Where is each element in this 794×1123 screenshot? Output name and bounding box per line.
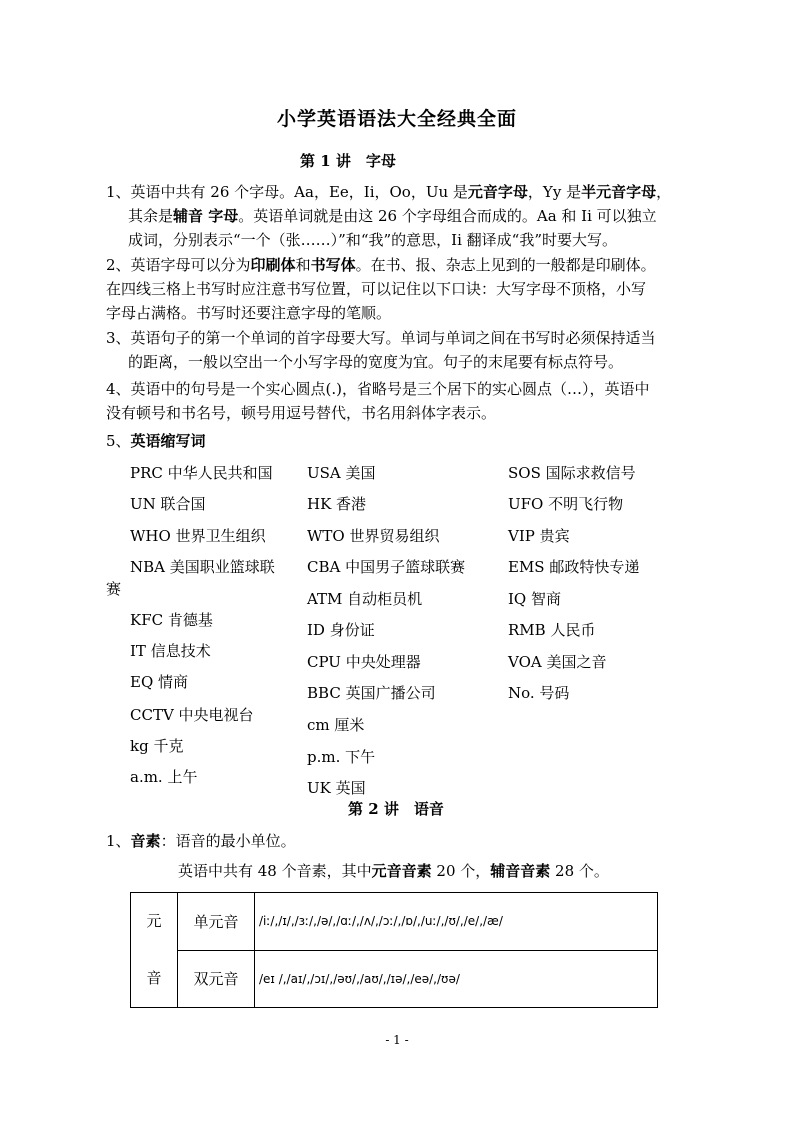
category-bottom: 音: [146, 969, 162, 987]
abbr-item: No. 号码: [508, 684, 570, 702]
abbr-item: UN 联合国: [130, 495, 206, 513]
abbr-item: CPU 中央处理器: [307, 653, 421, 671]
text: 20 个，: [431, 862, 491, 880]
abbr-item: BBC 英国广播公司: [307, 684, 436, 702]
paragraph-1-line-1: [106, 180, 686, 204]
table-row: [131, 950, 658, 1008]
abbr-item: USA 美国: [307, 464, 376, 482]
abbr-item: ATM 自动柜员机: [307, 590, 423, 608]
abbr-item: VIP 贵宾: [508, 527, 570, 545]
paragraph-2-line-2: 在四线三格上书写时应注意书写位置，可以记住以下口诀：大写字母不顶格，小写: [106, 280, 647, 298]
bold-term: 辅音音素: [490, 862, 551, 880]
abbr-item: UK 英国: [307, 779, 366, 797]
text: 其余是: [128, 207, 174, 225]
table-row: [131, 893, 658, 951]
paragraph-3: [106, 326, 696, 374]
bold-term: 印刷体: [250, 256, 296, 274]
paragraph-2-line-1: [106, 253, 696, 277]
text: 英语中共有 48 个音素，其中: [178, 862, 372, 880]
text: 。英语单词就是由这 26 个字母组合而成的。Aa 和 Ii 可以独立: [238, 207, 657, 225]
bold-term: 音素: [130, 832, 161, 850]
paragraph-4-line-1: 4、英语中的句号是一个实心圆点(.)，省略号是三个居下的实心圆点（…），英语中: [106, 380, 650, 398]
abbr-item: NBA 美国职业篮球联: [130, 558, 275, 576]
text: 2、英语字母可以分为: [106, 256, 251, 274]
paragraph-1-line-3: 成词，分别表示“一个（张……）”和“我”的意思，Ii 翻译成“我”时要大写。: [128, 231, 618, 249]
paragraph-1-line-2: [106, 204, 686, 228]
paragraph-5-heading: [106, 429, 206, 453]
abbr-item: CBA 中国男子篮球联赛: [307, 558, 466, 576]
abbr-item: KFC 肯德基: [130, 611, 213, 629]
text: 5、: [106, 432, 131, 450]
category-top: 元: [146, 912, 162, 930]
abbr-item-wrap: 赛: [106, 580, 122, 598]
lesson-2-heading: 第 2 讲 语音: [348, 800, 444, 818]
abbr-item: UFO 不明飞行物: [508, 495, 624, 513]
category-cell: [131, 893, 178, 1008]
row-label: 单元音: [178, 893, 255, 951]
text: ：语音的最小单位。: [160, 832, 296, 850]
paragraph-2-line-3: 字母占满格。书写时还要注意字母的笔顺。: [106, 304, 392, 322]
text: ，: [656, 183, 672, 201]
text: 。在书、报、杂志上见到的一般都是印刷体。: [355, 256, 656, 274]
abbr-item: EQ 情商: [130, 673, 189, 691]
ipa-cell: /eɪ /,/aɪ/,/ɔɪ/,/əʊ/,/aʊ/,/ɪə/,/eə/,/ʊə/: [255, 950, 658, 1008]
abbr-item: WTO 世界贸易组织: [307, 527, 440, 545]
ipa-cell: /iː/,/ɪ/,/ɜː/,/ə/,/ɑː/,/ʌ/,/ɔː/,/ɒ/,/uː/,/ʊ/,/e/,/æ/: [255, 893, 658, 951]
row-label: 双元音: [178, 950, 255, 1008]
abbr-item: IT 信息技术: [130, 642, 211, 660]
text: ，Yy 是: [527, 183, 582, 201]
page-number: - 1 -: [385, 1033, 409, 1047]
lesson-1-heading: 第 1 讲 字母: [300, 152, 396, 170]
paragraph-4: [106, 377, 696, 425]
abbr-item: WHO 世界卫生组织: [130, 527, 266, 545]
bold-term: 元音字母: [467, 183, 528, 201]
abbr-item: PRC 中华人民共和国: [130, 464, 273, 482]
text: 28 个。: [550, 862, 609, 880]
paragraph-2: [106, 253, 696, 325]
lesson-2-paragraph-2: [178, 859, 609, 883]
paragraph-3-line-2: 的距离，一般以空出一个小写字母的宽度为宜。句子的末尾要有标点符号。: [128, 353, 624, 371]
paragraph-1: [106, 180, 686, 252]
text: 和: [295, 256, 311, 274]
abbr-item: EMS 邮政特快专递: [508, 558, 640, 576]
text: 1、: [106, 832, 131, 850]
bold-term: 书写体: [310, 256, 356, 274]
lesson-2-paragraph-1: [106, 829, 296, 853]
document-title: 小学英语语法大全经典全面: [276, 108, 517, 130]
abbr-item: IQ 智商: [508, 590, 561, 608]
paragraph-3-line-1: 3、英语句子的第一个单词的首字母要大写。单词与单词之间在书写时必须保持适当: [106, 329, 656, 347]
abbr-item: SOS 国际求救信号: [508, 464, 636, 482]
abbr-item: p.m. 下午: [307, 748, 376, 766]
bold-term: 元音音素: [371, 862, 432, 880]
abbr-item: VOA 美国之音: [508, 653, 607, 671]
abbr-item: a.m. 上午: [130, 768, 198, 786]
abbr-item: HK 香港: [307, 495, 367, 513]
abbr-item: RMB 人民币: [508, 621, 596, 639]
text: 1、英语中共有 26 个字母。Aa，Ee，Ii，Oo，Uu 是: [106, 183, 468, 201]
abbr-item: ID 身份证: [307, 621, 375, 639]
bold-term: 辅音 字母: [173, 207, 239, 225]
vowel-table: [130, 892, 658, 1008]
abbr-item: cm 厘米: [307, 716, 365, 734]
abbr-item: kg 千克: [130, 737, 184, 755]
abbr-item: CCTV 中央电视台: [130, 706, 254, 724]
bold-term: 半元音字母: [581, 183, 657, 201]
bold-term: 英语缩写词: [130, 432, 206, 450]
paragraph-4-line-2: 没有顿号和书名号，顿号用逗号替代，书名用斜体字表示。: [106, 404, 497, 422]
